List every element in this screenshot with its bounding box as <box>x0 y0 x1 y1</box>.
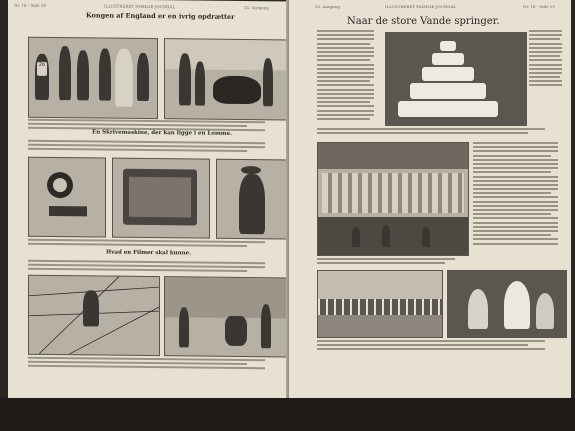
right-running-head-volume: 35. Aargang <box>315 4 340 9</box>
photo-fountain-jets <box>447 270 567 338</box>
bull-figure <box>213 76 261 105</box>
photo-typewriter-case <box>112 158 210 239</box>
right-running-head-title: ILLUSTRERET FAMILIE-JOURNAL <box>385 4 457 9</box>
photo-typewriter-part <box>28 157 106 238</box>
photo-street <box>164 276 288 357</box>
article-title: Naar de store Vande springer. <box>347 16 500 27</box>
photo-crowd <box>28 37 158 119</box>
right-running-head-page: Nr. 16 - Side 19 <box>523 4 555 9</box>
photo-fountain-tiers <box>385 32 527 126</box>
table-surface <box>0 398 575 431</box>
right-page-text-column-left <box>317 30 379 122</box>
left-page <box>8 0 289 403</box>
right-page <box>289 0 571 400</box>
left-running-head-page: Nr. 16 - Side 18 <box>14 2 46 8</box>
left-running-head-title: ILLUSTRERET FAMILIE-JOURNAL <box>104 3 176 10</box>
left-running-head-volume: 35. Aargang <box>244 5 269 11</box>
photo-palace-fountains <box>317 142 469 256</box>
photo-bull <box>164 38 288 120</box>
article3-title: Hvad en Filmer skal kunne. <box>106 249 192 257</box>
photo-man-typing <box>216 159 288 240</box>
photo-fountain-basin <box>317 270 443 338</box>
article1-title: Kongen af England er en ivrig opdrætter <box>86 11 235 21</box>
photo-acrobat <box>28 275 160 356</box>
number-tag: 26 <box>37 62 47 76</box>
article2-title: En Skrivemaskine, der kan ligge i en Lomme. <box>92 129 233 137</box>
